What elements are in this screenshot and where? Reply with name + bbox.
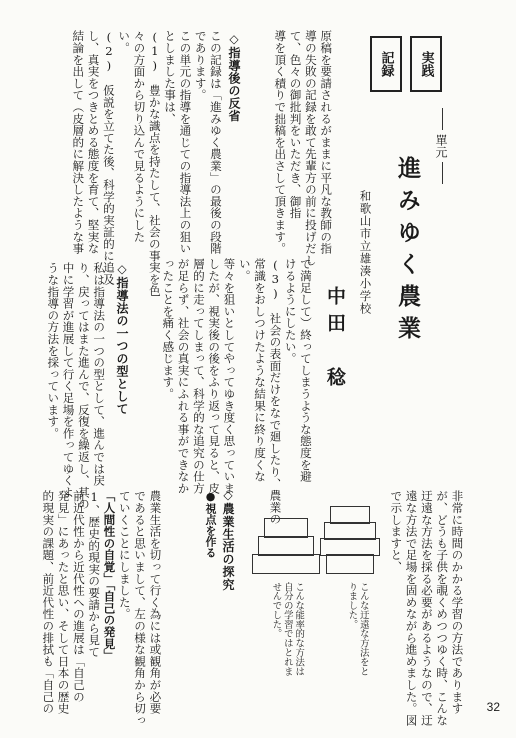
school-name: 和歌山市立雄湊小学校 [358, 190, 373, 315]
section3-top-line: で示しますと、 [389, 490, 404, 573]
diagram-box [252, 554, 320, 574]
section3-top-paragraph [388, 490, 465, 726]
section3-line: 農業生活を切って行く為には或観角が必要 [148, 490, 163, 715]
section3-line: 前近代性から近代性への進展は「自己の [71, 490, 86, 703]
section2-line: で満足して）終ってしまうような態度を避 [298, 258, 313, 483]
section1-line: 々の方面から切り込んで見るようにした [132, 30, 147, 243]
intro-line: 導を頂く積りで拙稿を出さして頂きます。 [273, 30, 288, 255]
section1-heading: ◇指導後の反省 [227, 32, 241, 123]
diagram [250, 488, 380, 688]
diagram-box [264, 518, 308, 538]
badge-jissen [410, 36, 442, 92]
article-title: 進みゆく農業 [394, 156, 421, 348]
badge-jissen-text: 実践 [418, 51, 434, 77]
section1-line: 結論を出して（皮層的に解決したような事 [71, 30, 86, 255]
section2-line: が足らず、社会の真実にふれる事ができなか [176, 258, 191, 494]
section3-top-line: 遠な方法で足場を固めながら進めました。図 [404, 490, 419, 726]
section1-line: (2) 仮説を立てた後、科学的実証的に追及 [101, 30, 116, 285]
section3-top-line: 非常に時間のかかる学習の方法であります [450, 490, 465, 715]
section1-line: この記録は「進みゆく農業」の最後の段階 [208, 30, 223, 255]
section2-line: (3) 社会の表面だけをなで廻したり、農業の [268, 258, 283, 525]
series-rule-top [442, 108, 443, 130]
section3-top-line: 迂遠な方法を採る必要があるようなので、迂 [419, 490, 434, 726]
intro-line: 原稿を要請されるがままに平凡な教師の指 [319, 30, 334, 255]
section1-line: としました事は、 [163, 30, 178, 125]
section3-line: 1、歴史的現実の要請から見て [87, 490, 102, 658]
series-label: 單元 [434, 134, 448, 158]
section2-line: 常識をおしつけたような結果に終り度くな [253, 258, 268, 483]
diagram-caption-left: こんな能率的な方法は自分の学習ではとれませんでした。 [270, 582, 305, 676]
section2-line: 層的に走ってしまって、科学的な追究の仕方 [191, 258, 206, 494]
section3-heading: ◇農業生活の探究 [221, 488, 235, 591]
section2-line: うな指導の方法を採っています。 [46, 262, 61, 439]
series-rule-bottom [442, 162, 443, 184]
intro-paragraph [272, 30, 334, 266]
section2-line: けるようにしたい。 [283, 258, 298, 365]
section3-top-line: が、どうも子供を覗くめつつゆく時、こんな [435, 490, 450, 726]
page-number: 32 [486, 700, 500, 714]
section2-line: り、戻ってはまた進んで、反復を繰返し、其の [76, 262, 91, 510]
intro-line: て、色々の御批判をいただき、御指 [288, 30, 303, 219]
diagram-box [326, 554, 374, 574]
section2-line: 等々を狙いとしてやってゆき度く思っていま [222, 258, 237, 494]
section1-line: この単元の指導を通じての指導法上の狙い [178, 30, 193, 255]
section2-line: 私は指導法の一つの型として、進んでは戻 [92, 262, 107, 487]
section1-line: し、真実をつきとめる態度を育て、堅実な [86, 30, 101, 255]
section2-line: ったことを痛く感じます。 [161, 258, 176, 400]
badge-kiroku [370, 36, 402, 92]
section3-line: 発見」にあったと思い、そして日本の歴史 [56, 490, 71, 715]
section2-line: い。 [237, 258, 252, 282]
section2-line: 中に学習が進展して行く足場を作ってゆくよ [61, 262, 76, 498]
section3-subheading: ●視点を作る [204, 490, 217, 558]
section2-heading: ◇指導法の一つの型として [115, 262, 129, 416]
diagram-caption-right: こんな迂遠な方法をとりました。 [346, 582, 369, 676]
section1-body [70, 30, 223, 297]
section1-line: い。 [117, 30, 132, 54]
badge-kiroku-text: 記録 [378, 51, 394, 77]
section3-body [40, 490, 163, 726]
section3-line: ていくことにしました。 [117, 490, 132, 620]
section1-line: であります。 [193, 30, 208, 101]
diagram-box [258, 536, 314, 556]
intro-line: 導の失敗の記録を敢て先輩方の前に投げだし [303, 30, 318, 266]
section1-line: (1) 豊かな識点を持たして、社会の事実を色 [147, 30, 162, 297]
section3-line: 「人間性の自覚」「自己の発見」 [102, 490, 117, 662]
section3-line: であると思いまして、左の様な観角から切っ [133, 490, 148, 726]
section2-line: したが、視実後の後をふり返って見ると、皮 [207, 258, 222, 494]
author-name: 中田 稔 [324, 286, 346, 394]
section2-body-bottom [45, 262, 107, 510]
section3-line: 的現実の課題、前近代性の排拭も「自己の [41, 490, 56, 715]
